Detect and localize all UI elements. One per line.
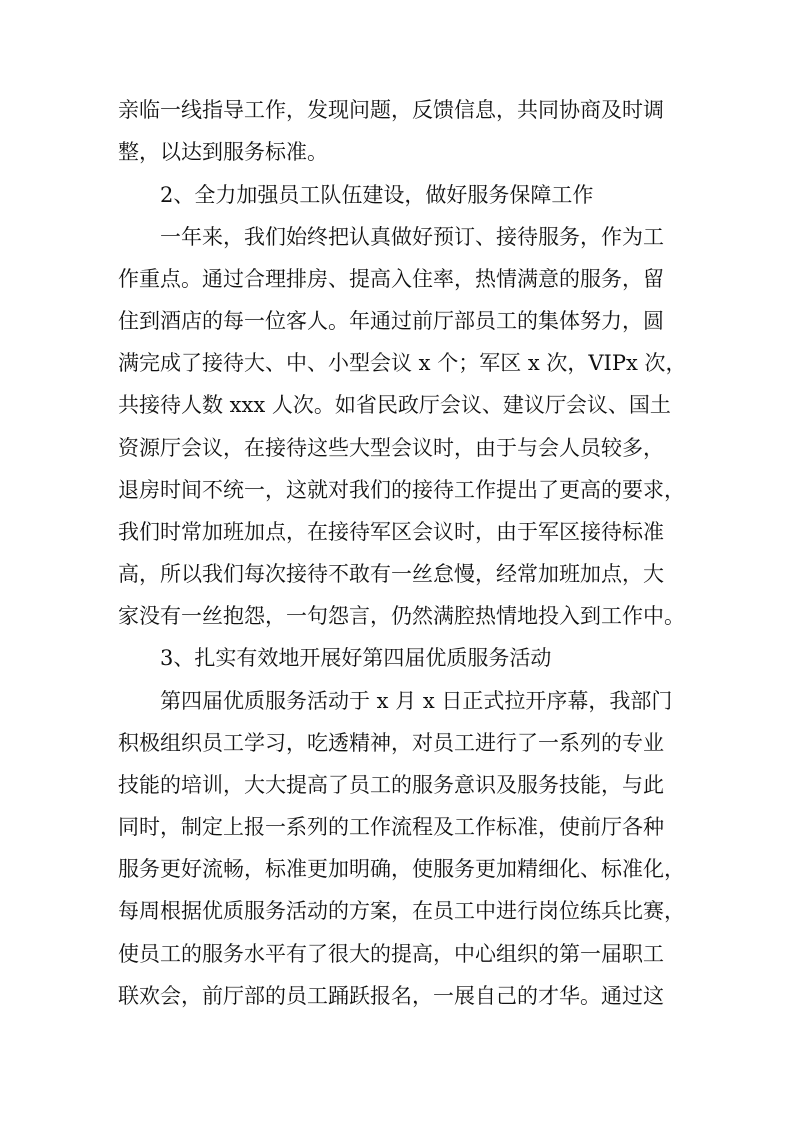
body-text-line: 家没有一丝抱怨，一句怨言，仍然满腔热情地投入到工作中。: [118, 604, 685, 628]
body-text-line: 住到酒店的每一位客人。年通过前厅部员工的集体努力，圆: [118, 309, 664, 333]
body-text-line: 我们时常加班加点，在接待军区会议时，由于军区接待标准: [118, 520, 664, 544]
paragraph-first-line: 第四届优质服务活动于 x 月 x 日正式拉开序幕，我部门: [160, 689, 673, 713]
body-text-line: 联欢会，前厅部的员工踊跃报名，一展自己的才华。通过这: [118, 984, 664, 1008]
paragraph-first-line: 一年来，我们始终把认真做好预订、接待服务，作为工: [160, 225, 664, 249]
body-text-line: 满完成了接待大、中、小型会议 x 个；军区 x 次，VIPx 次，: [118, 351, 687, 375]
section-heading-2: 2、全力加强员工队伍建设，做好服务保障工作: [160, 183, 594, 207]
body-text-line: 技能的培训，大大提高了员工的服务意识及服务技能，与此: [118, 773, 664, 797]
body-text-line: 共接待人数 xxx 人次。如省民政厅会议、建议厅会议、国土: [118, 393, 671, 417]
body-text-line: 作重点。通过合理排房、提高入住率，热情满意的服务，留: [118, 267, 664, 291]
body-text-line: 亲临一线指导工作，发现问题，反馈信息，共同协商及时调: [118, 98, 664, 122]
body-text-line: 资源厅会议，在接待这些大型会议时，由于与会人员较多，: [118, 436, 664, 460]
body-text-line: 整，以达到服务标准。: [118, 140, 328, 164]
body-text-line: 每周根据优质服务活动的方案，在员工中进行岗位练兵比赛，: [118, 899, 685, 923]
body-text-line: 退房时间不统一，这就对我们的接待工作提出了更高的要求，: [118, 478, 685, 502]
body-text-line: 同时，制定上报一系列的工作流程及工作标准，使前厅各种: [118, 815, 664, 839]
body-text-line: 高，所以我们每次接待不敢有一丝怠慢，经常加班加点，大: [118, 562, 664, 586]
body-text-line: 积极组织员工学习，吃透精神，对员工进行了一系列的专业: [118, 731, 664, 755]
section-heading-3: 3、扎实有效地开展好第四届优质服务活动: [160, 646, 552, 670]
body-text-line: 使员工的服务水平有了很大的提高，中心组织的第一届职工: [118, 942, 664, 966]
body-text-line: 服务更好流畅，标准更加明确，使服务更加精细化、标准化，: [118, 857, 685, 881]
